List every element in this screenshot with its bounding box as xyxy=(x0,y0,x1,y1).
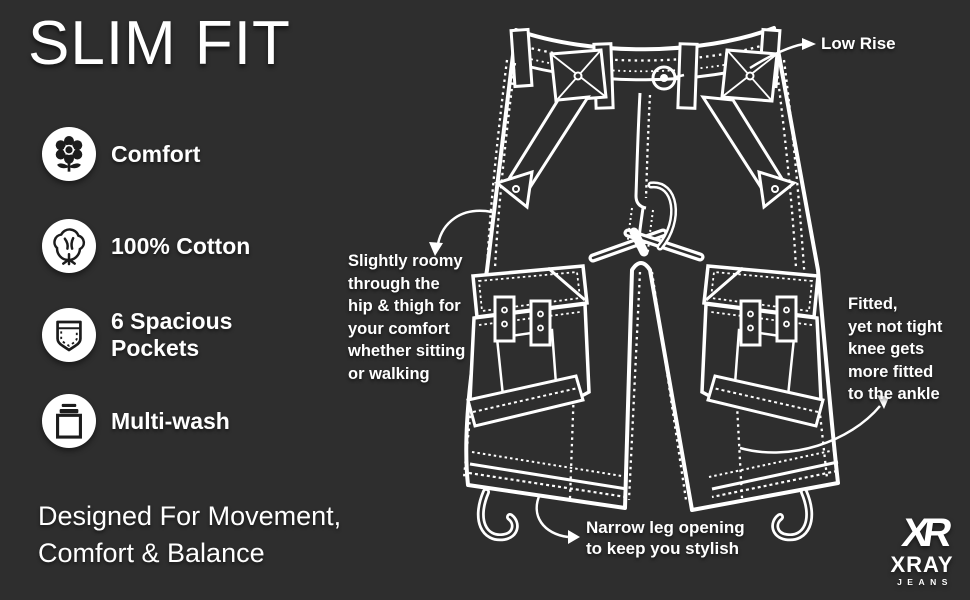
feature-label: 6 Spacious Pockets xyxy=(111,308,233,361)
feature-multiwash xyxy=(42,394,230,448)
feature-pockets xyxy=(42,308,286,362)
feature-cotton xyxy=(42,219,250,273)
callout-fitted-line: more fitted xyxy=(848,362,934,381)
wash-icon xyxy=(42,394,96,448)
callout-narrow xyxy=(586,517,745,559)
callout-roomy xyxy=(348,250,465,385)
callout-fitted-line: yet not tight xyxy=(848,317,943,336)
flower-icon xyxy=(42,127,96,181)
brand-sub: JEANS xyxy=(897,577,953,587)
callout-low-rise: Low Rise xyxy=(821,34,896,53)
page-title: SLIM FIT xyxy=(28,9,291,78)
feature-label: Multi-wash xyxy=(111,407,230,434)
left-cargo-pocket xyxy=(468,266,589,426)
callout-fitted-line: Fitted, xyxy=(848,295,898,313)
callout-fitted-line: knee gets xyxy=(848,340,925,358)
xr-monogram xyxy=(899,510,955,555)
callout-roomy-line: hip & thigh for xyxy=(348,297,461,315)
tagline xyxy=(38,498,341,572)
callout-roomy-line: whether sitting xyxy=(348,342,466,360)
xray-jeans-logo xyxy=(878,506,964,596)
pocket-icon xyxy=(42,308,96,362)
cotton-icon xyxy=(42,219,96,273)
feature-comfort xyxy=(42,127,200,181)
tagline-line2: Comfort & Balance xyxy=(38,538,265,568)
callout-roomy-line: or walking xyxy=(348,364,430,383)
tagline-line1: Designed For Movement, xyxy=(38,501,342,531)
shorts-outline xyxy=(466,28,838,510)
feature-label: 100% Cotton xyxy=(111,232,251,259)
feature-label: Comfort xyxy=(111,140,201,167)
callout-fitted xyxy=(848,293,942,406)
callout-narrow-line: to keep you stylish xyxy=(586,539,740,558)
callout-roomy-line: your comfort xyxy=(348,319,450,338)
callout-fitted-line: to the ankle xyxy=(848,385,940,403)
svg-text:XR: XR xyxy=(899,510,950,555)
callout-narrow-line: Narrow leg opening xyxy=(586,518,745,537)
callout-roomy-line: Slightly roomy xyxy=(348,252,463,270)
brand-name: XRAY xyxy=(890,552,954,577)
right-cargo-pocket xyxy=(702,266,823,426)
callout-roomy-line: through the xyxy=(348,274,440,293)
